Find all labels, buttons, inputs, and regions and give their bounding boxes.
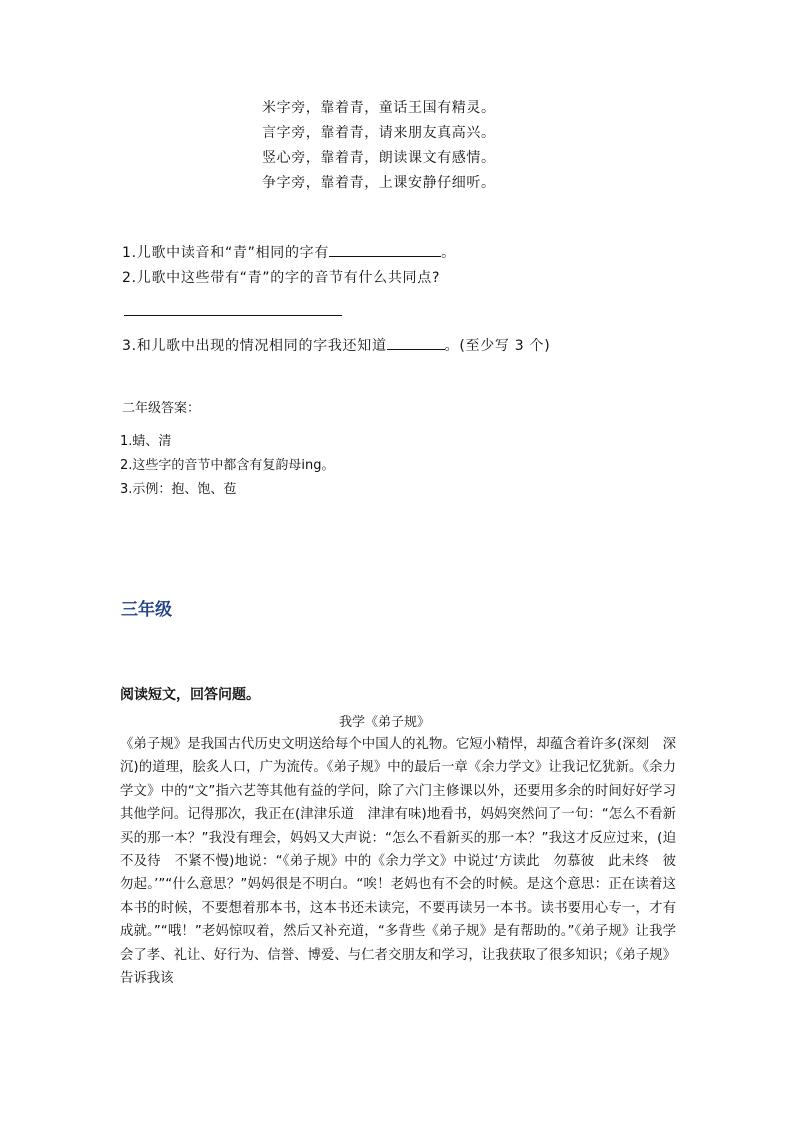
reading-instruction: 阅读短文，回答问题。 — [120, 687, 260, 703]
answer-blank-1[interactable] — [329, 242, 441, 257]
question-1-text: 1.儿歌中读音和“青”相同的字有 — [122, 245, 330, 261]
answer-list — [120, 434, 335, 506]
song-line: 争字旁，靠着青，上课安静仔细听。 — [262, 175, 496, 191]
answer-line-2[interactable] — [124, 315, 342, 316]
answer-item: 2.这些字的音节中都含有复韵母ing。 — [120, 458, 335, 473]
answers-heading: 二年级答案： — [122, 401, 201, 416]
answer-item: 3.示例：抱、饱、苞 — [120, 482, 237, 497]
grade-heading: 三年级 — [121, 600, 172, 620]
answer-item: 1.蜻、清 — [120, 434, 172, 449]
question-1 — [122, 242, 550, 262]
essay-title: 我学《弟子规》 — [339, 715, 431, 730]
question-list — [122, 242, 550, 355]
question-3-text: 3.和儿歌中出现的情况相同的字我还知道 — [122, 338, 387, 354]
children-song — [262, 100, 496, 200]
song-line: 米字旁，靠着青，童话王国有精灵。 — [262, 100, 496, 116]
question-1-end: 。 — [441, 245, 456, 261]
answer-blank-3[interactable] — [387, 335, 445, 350]
question-3-end: 。(至少写 3 个) — [444, 338, 551, 354]
essay-paragraph: 《弟子规》是我国古代历史文明送给每个中国人的礼物。它短小精悍，却蕴含着许多(深刻 深沉)的道理，脍炙人口，广为流传。《弟子规》中的最后一章《余力学文》让我记忆犹新。《余力学文》中的“文”指六艺等其他有益的学问，除了六门主修课以外，还要用多余的时间好好学习其他学问。记得那次，我正在(津津乐道 津津有味)地看书，妈妈突然问了一句：“怎么不看新买的那一本？”我没有理会，妈妈又大声说：“怎么不看新买的那一本？”我这才反应过来，(迫不及待 不紧不慢)地说：“《弟子规》中的《余力学文》中说过‘方读此 勿慕彼 此未终 彼勿起。’”“什么意思？”妈妈很是不明白。“唉！老妈也有不会的时候。是这个意思：正在读着这本书的时候，不要想着那本书，这本书还未读完，不要再读另一本书。读书要用心专一，才有成就。”“哦！”老妈惊叹着，然后又补充道，“多背些《弟子规》是有帮助的。”《弟子规》让我学会了孝、礼让、好行为、信誉、博爱、与仁者交朋友和学习，让我获取了很多知识；《弟子规》告诉我该 — [120, 737, 676, 987]
song-line: 言字旁，靠着青，请来朋友真高兴。 — [262, 125, 496, 141]
question-2: 2.儿歌中这些带有“青”的字的音节有什么共同点? — [122, 270, 441, 286]
song-line: 竖心旁，靠着青，朗读课文有感情。 — [262, 150, 496, 166]
question-3 — [122, 335, 550, 355]
